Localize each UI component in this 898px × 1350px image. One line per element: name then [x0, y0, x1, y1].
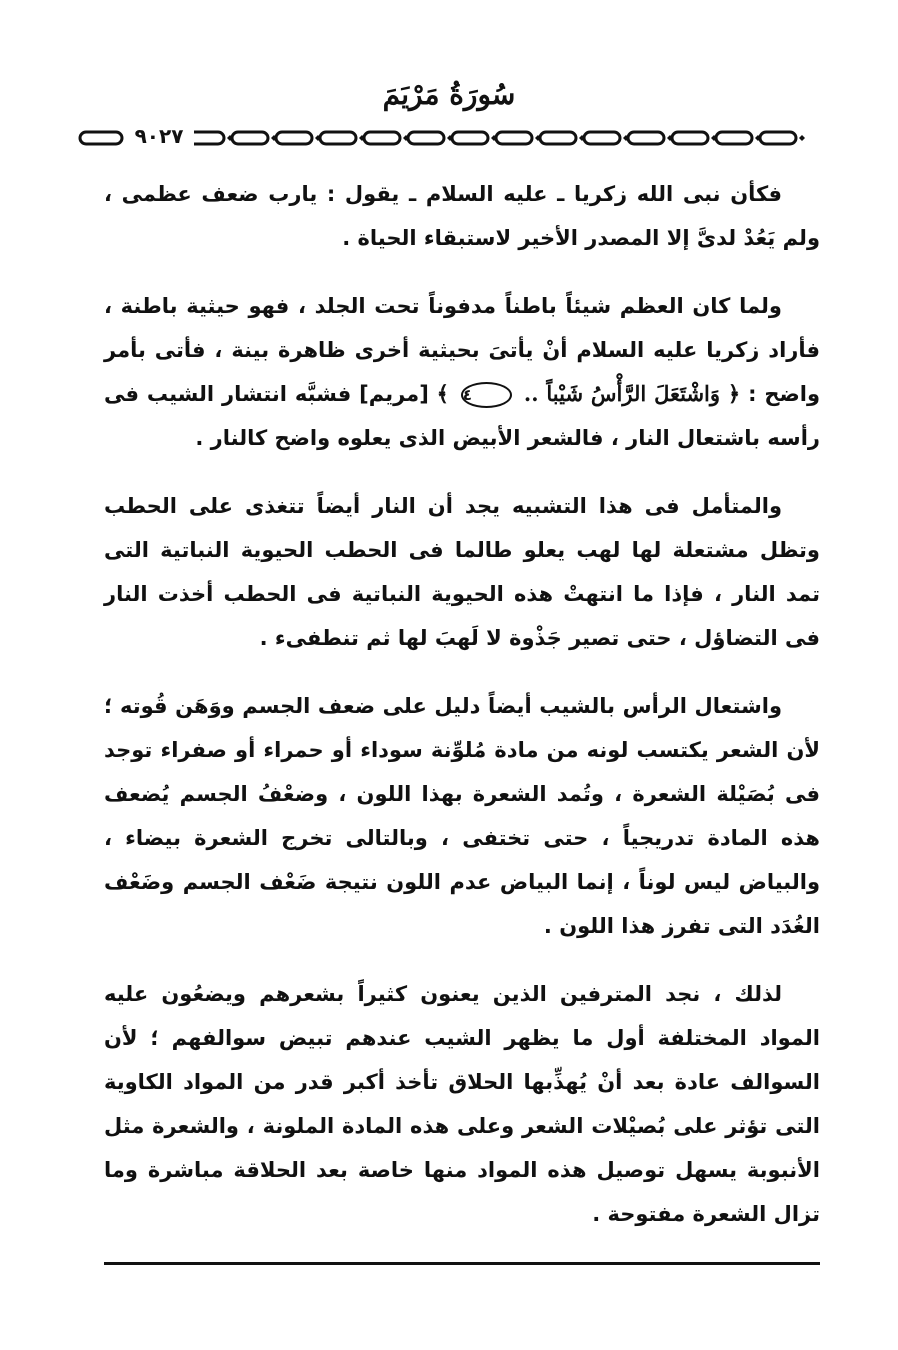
verse-source: [مريم] — [359, 382, 429, 406]
paragraph-2-rest: فشبَّه انتشار الشيب فى رأسه باشتعال النار ، فالشعر الأبيض الذى يعلوه واضح كالنار . — [104, 382, 820, 450]
quran-quote: ﴿ وَاشْتَعَلَ الرَّأْسُ شَيْباً .. — [516, 381, 741, 406]
verse-number-badge: ٤ — [461, 382, 512, 408]
footer-divider — [104, 1262, 820, 1265]
paragraph-1: فكأن نبى الله زكريا ـ عليه السلام ـ يقول : يارب ضعف عظمى ، ولم يَعُدْ لدىَّ إلا المصدر الأخير لاستبقاء الحياة . — [104, 182, 820, 250]
quran-quote-close: ﴾ — [436, 381, 457, 406]
paragraph-4: واشتعال الرأس بالشيب أيضاً دليل على ضعف الجسم ووَهَن قُوته ؛ لأن الشعر يكتسب لونه من مادة مُلوِّنة سوداء أو حمراء أو صفراء توجد فى بُصَيْلة الشعرة ، وتُمد الشعرة بهذا اللون ، وضعْفُ الجسم يُضعف هذه المادة تدريجياً ، حتى تختفى ، وبالتالى تخرج الشعرة بيضاء ، والبياض ليس لوناً ، إنما البياض عدم اللون نتيجة ضَعْف الجسم وضَعْف الغُدَد التى تفرز هذا اللون . — [104, 694, 820, 938]
paragraph-2-intro: ولما كان العظم شيئاً باطناً مدفوناً تحت الجلد ، فهو حيثية باطنة ، فأراد زكريا عليه السلام أنْ يأتىَ بحيثية أخرى ظاهرة بينة ، فأتى بأمر واضح : — [104, 294, 821, 406]
paragraph-2 — [104, 284, 820, 460]
page-number: ٩٠٢٧ — [124, 121, 194, 151]
paragraph-5: لذلك ، نجد المترفين الذين يعنون كثيراً بشعرهم ويضعُون عليه المواد المختلفة أول ما يظهر الشيب عندهم تبيض سوالفهم ؛ لأن السوالف عادة بعد أنْ يُهذِّبها الحلاق تأخذ أكبر قدر من المواد الكاوية التى تؤثر على بُصيْلات الشعر وعلى هذه المادة الملونة ، والشعرة مثل الأنبوبة يسهل توصيل هذه المواد منها خاصة بعد الحلاقة مباشرة وما تزال الشعرة مفتوحة . — [104, 982, 820, 1226]
surah-title: سُورَةُ مَرْيَمَ — [382, 78, 516, 111]
page-body — [104, 172, 820, 1236]
paragraph-3: والمتأمل فى هذا التشبيه يجد أن النار أيضاً تتغذى على الحطب وتظل مشتعلة لها لهب يعلو طالما فى الحطب الحيوية النباتية التى تمد النار ، فإذا ما انتهتْ هذه الحيوية النباتية فى الحطب أخذت النار فى التضاؤل ، حتى تصير جَذْوة لا لَهبَ لها ثم تنطفىء . — [104, 494, 820, 650]
